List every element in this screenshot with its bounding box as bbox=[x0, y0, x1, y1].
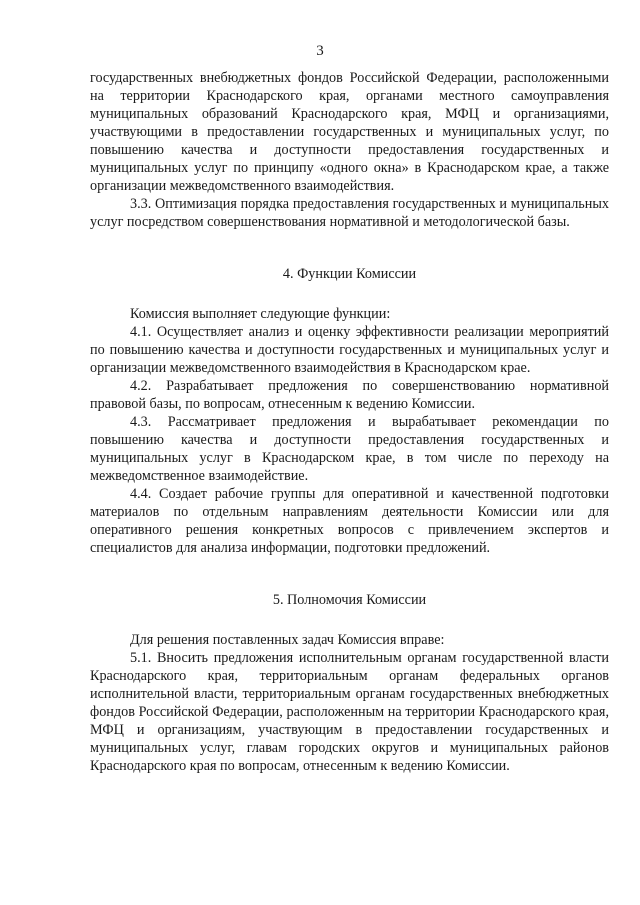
section-4-heading: 4. Функции Комиссии bbox=[282, 266, 417, 282]
page-number: 3 bbox=[316, 43, 324, 59]
document-body bbox=[90, 69, 609, 775]
section-5-heading: 5. Полномочия Комиссии bbox=[272, 592, 427, 608]
section-4-lead: Комиссия выполняет следующие функции: bbox=[130, 306, 391, 322]
item-4-3: 4.3. Рассматривает предложения и вырабатывает рекомендации по повышению качества и доступности предоставления государственных и муниципальных услуг в Краснодарском крае, в том числе по переходу на межведомственное взаимодействие. bbox=[90, 414, 609, 484]
paragraph-continuation: государственных внебюджетных фондов Российской Федерации, расположенными на территории Краснодарского края, органами местного самоуправления муниципальных образований Краснодарского края, МФЦ и организациями, участвующими в предоставлении государственных и муниципальных услуг, по повышению качества и доступности предоставления государственных и муниципальных услуг по принципу «одного окна» в Краснодарском крае, а также организации межведомственного взаимодействия. bbox=[90, 70, 609, 194]
section-5-lead: Для решения поставленных задач Комиссия вправе: bbox=[130, 632, 445, 648]
item-4-4: 4.4. Создает рабочие группы для оперативной и качественной подготовки материалов по отдельным направлениям деятельности Комиссии или для оперативного решения конкретных вопросов с привлечением экспертов и специалистов для анализа информации, подготовки предложений. bbox=[90, 486, 609, 556]
item-3-3: 3.3. Оптимизация порядка предоставления государственных и муниципальных услуг посредством совершенствования нормативной и методологической базы. bbox=[90, 196, 609, 230]
item-5-1: 5.1. Вносить предложения исполнительным органам государственной власти Краснодарского края, территориальным органам федеральных органов исполнительной власти, территориальным органам государственных внебюджетных фондов Российской Федерации, расположенным на территории Краснодарского края, МФЦ и организациям, участвующим в предоставлении государственных и муниципальных услуг, главам городских округов и муниципальных районов Краснодарского края по вопросам, отнесенным к ведению Комиссии. bbox=[90, 650, 609, 774]
item-4-2: 4.2. Разрабатывает предложения по совершенствованию нормативной правовой базы, по вопросам, отнесенным к ведению Комиссии. bbox=[90, 378, 609, 412]
item-4-1: 4.1. Осуществляет анализ и оценку эффективности реализации мероприятий по повышению качества и доступности государственных и муниципальных услуг и организации межведомственного взаимодействия в Краснодарском крае. bbox=[90, 324, 609, 376]
